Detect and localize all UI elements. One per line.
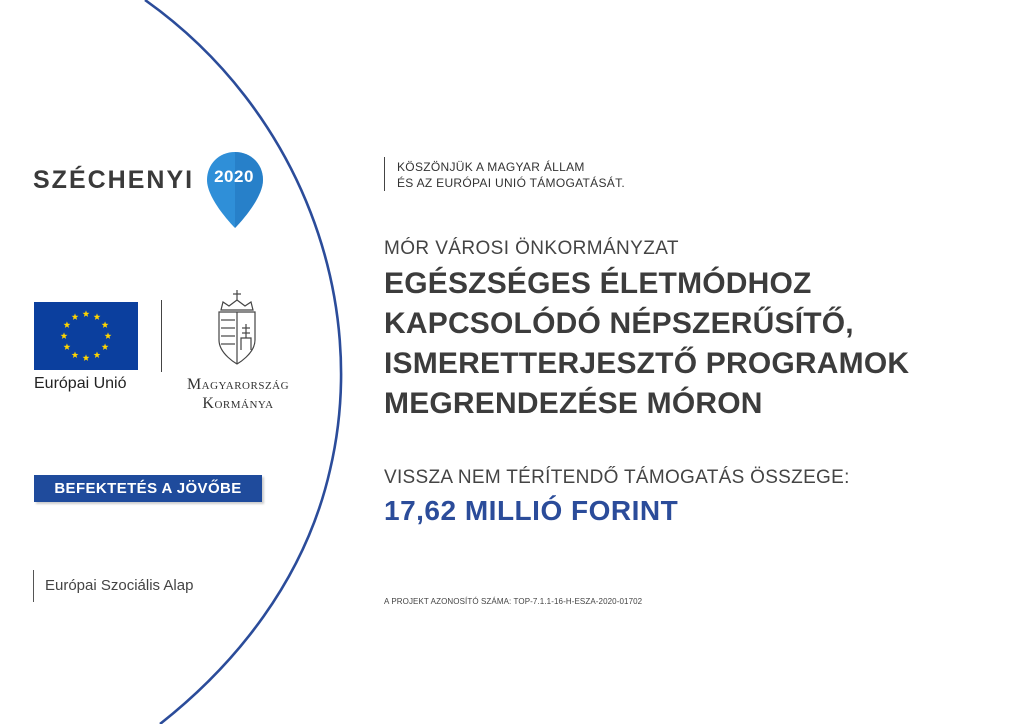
project-title [384,264,1004,424]
program-year: 2020 [214,167,254,186]
project-title-line: EGÉSZSÉGES ÉLETMÓDHOZ [384,267,812,300]
eu-flag-icon [34,302,138,370]
government-label-line2: Kormánya [202,395,274,412]
government-label [160,375,316,413]
thanks-text [397,159,625,191]
fund-divider [33,570,34,602]
hungarian-coat-of-arms-icon [213,288,261,370]
beneficiary: MÓR VÁROSI ÖNKORMÁNYZAT [384,238,679,259]
eu-label: Európai Unió [34,375,127,392]
thanks-line2: ÉS AZ EURÓPAI UNIÓ TÁMOGATÁSÁT. [397,176,626,190]
slogan-banner: BEFEKTETÉS A JÖVŐBE [34,475,262,502]
grant-amount: 17,62 MILLIÓ FORINT [384,495,679,526]
thanks-divider [384,157,385,191]
map-pin-icon [203,150,267,230]
government-label-line1: Magyarország [186,376,290,393]
project-id: A PROJEKT AZONOSÍTÓ SZÁMA: TOP-7.1.1-16-H-ESZA-2020-01702 [384,597,643,606]
project-title-line: ISMERETTERJESZTŐ PROGRAMOK [384,347,910,380]
grant-label: VISSZA NEM TÉRÍTENDŐ TÁMOGATÁS ÖSSZEGE: [384,467,850,488]
thanks-line1: KÖSZÖNJÜK A MAGYAR ÁLLAM [397,160,585,174]
program-wordmark: SZÉCHENYI [33,166,195,194]
logo-divider [161,300,162,372]
project-title-line: MEGRENDEZÉSE MÓRON [384,387,763,420]
fund-label: Európai Szociális Alap [45,577,194,594]
project-title-line: KAPCSOLÓDÓ NÉPSZERŰSÍTŐ, [384,307,854,340]
